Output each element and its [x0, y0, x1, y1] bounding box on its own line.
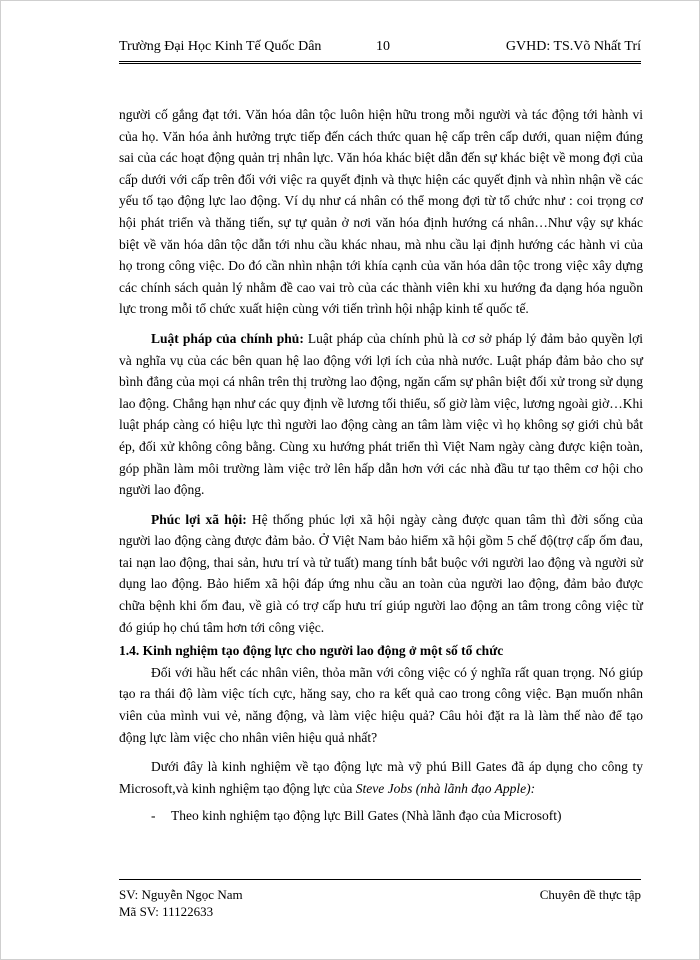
page-body	[119, 104, 643, 827]
paragraph-culture: người cố gắng đạt tới. Văn hóa dân tộc luôn hiện hữu trong mỗi người và tác động tới hành vi của họ. Văn hóa ảnh hưởng trực tiếp đến cách thức quan hệ cấp trên cấp dưới, quan niệm đúng sai của các hoạt động quản trị nhân lực. Văn hóa khác biệt dẫn đến sự khác biệt về mong đợi của cấp dưới với cấp trên đối với việc ra quyết định và thực hiện các quyết định và nhìn nhận về các yếu tố tạo động lực lao động. Ví dụ như cá nhân có thể mong đợi từ tổ chức như : coi trọng cơ hội phát triển và thăng tiến, sự tự quản ở nơi văn hóa định hướng cá nhân…Như vậy sự khác biệt về văn hóa dân tộc dẫn tới nhu cầu khác nhau, mà nhu cầu lại định hướng các hành vi của họ trong công việc. Do đó cần nhìn nhận tới khía cạnh của văn hóa dân tộc trong việc xây dựng các chính sách quản lý nhằm đề cao vai trò của các thành viên khi xu hướng đa dạng hóa nguồn lực trong mỗi tổ chức xuất hiện cùng với tiến trình hội nhập kinh tế quốc tế.	[119, 107, 643, 317]
paragraph-experience-italic: Steve Jobs (nhà lãnh đạo Apple):	[355, 780, 536, 796]
page-header	[119, 39, 641, 59]
paragraph-welfare-text: Hệ thống phúc lợi xã hội ngày càng được quan tâm thì đời sống của người lao động càng được đảm bảo. Ở Việt Nam bảo hiểm xã hội gồm 5 chế độ(trợ cấp ốm đau, tai nạn lao động, thai sản, hưu trí và tử tuất) mang tính bắt buộc với người lao động và người sử dụng lao động. Bảo hiểm xã hội đáp ứng nhu cầu an toàn của người lao động, đảm bảo được chữa bệnh khi ốm đau, về già có trợ cấp hưu trí giúp người lao động an tâm trong công việc từ đó giúp họ chú tâm hơn tới công việc.	[119, 511, 643, 635]
paragraph-experience-text: Dưới đây là kinh nghiệm về tạo động lực mà vỹ phú Bill Gates đã áp dụng cho công ty Microsoft,và kinh nghiệm tạo động lực của	[119, 759, 643, 796]
paragraph-law-label: Luật pháp của chính phủ:	[151, 330, 304, 346]
paragraph-law	[119, 328, 643, 501]
header-divider	[119, 61, 641, 64]
list-item	[119, 805, 643, 827]
header-school: Trường Đại Học Kinh Tế Quốc Dân	[119, 39, 322, 54]
paragraph-welfare	[119, 509, 643, 639]
dash-bullet: -	[151, 808, 156, 824]
paragraph-experience	[119, 756, 643, 799]
header-supervisor: GVHD: TS.Võ Nhất Trí	[505, 39, 641, 54]
footer-divider	[119, 879, 641, 880]
list-item-text: Theo kinh nghiệm tạo động lực Bill Gates (Nhà lãnh đạo của Microsoft)	[171, 808, 562, 824]
section-heading: 1.4. Kinh nghiệm tạo động lực cho người lao động ở một số tổ chức	[119, 643, 504, 659]
footer-student: SV: Nguyễn Ngọc Nam	[119, 887, 243, 902]
page-footer	[119, 886, 641, 920]
paragraph-welfare-label: Phúc lợi xã hội:	[151, 511, 247, 527]
footer-report-type: Chuyên đề thực tập	[539, 887, 641, 902]
header-page-number: 10	[376, 39, 390, 54]
paragraph-law-text: Luật pháp của chính phủ là cơ sở pháp lý đảm bảo quyền lợi và nghĩa vụ của các bên quan hệ lao động với lợi ích của nhà nước. Luật pháp đảm bảo cho sự bình đẳng của mọi cá nhân trên thị trường lao động, ngăn cấm sự phân biệt đối xử trong sử dụng lao động. Chẳng hạn như các quy định về lương tối thiểu, số giờ làm việc, lương ngoài giờ…Khi luật pháp càng có hiệu lực thì người lao động càng an tâm làm việc vì họ không sợ giới chủ bắt ép, đối xử không công bằng. Cùng xu hướng phát triển thì Việt Nam ngày càng được kiện toàn, góp phần làm môi trường làm việc trở lên hấp dẫn hơn với các nhà đầu tư tạo thêm cơ hội cho người lao động.	[119, 330, 643, 498]
footer-student-id: Mã SV: 11122633	[119, 904, 214, 919]
paragraph-motivation: Đối với hầu hết các nhân viên, thỏa mãn với công việc có ý nghĩa rất quan trọng. Nó giúp tạo ra thái độ làm việc tích cực, hăng say, cho ra kết quả cao trong công việc. Bạn muốn nhân viên của mình vui vẻ, năng động, và làm việc hiệu quả? Câu hỏi đặt ra là làm thế nào để tạo động lực làm việc cho nhân viên hiệu quả nhất?	[119, 664, 643, 745]
